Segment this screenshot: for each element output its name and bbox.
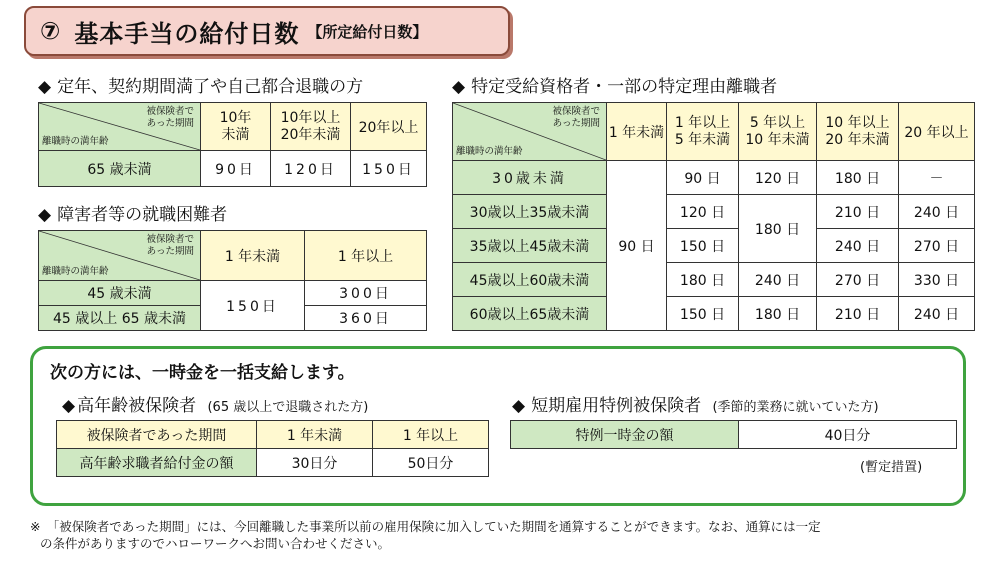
footnote [30, 518, 980, 552]
section2-col-header: 1 年未満 [201, 231, 305, 281]
section1-corner-cell: 被保険者で あった期間 離職時の満年齢 [39, 103, 201, 151]
section2-corner-cell: 被保険者で あった期間 離職時の満年齢 [39, 231, 201, 281]
section3-value: 120 日 [739, 161, 817, 195]
section3-value: 180 日 [817, 161, 899, 195]
section3-row-label: 30歳未満 [453, 161, 607, 195]
section3-value: 120 日 [667, 195, 739, 229]
section3-value: 270 日 [817, 263, 899, 297]
elderly-table [56, 420, 489, 477]
section3-value: 240 日 [739, 263, 817, 297]
section2-over1-value: 360日 [305, 306, 427, 331]
diamond-bullet-icon: ◆ [38, 205, 52, 225]
elderly-heading-note: (65 歳以上で退職された方) [207, 400, 369, 415]
section3-col-header: 10 年以上 20 年未満 [817, 103, 899, 161]
section3-value: 90 日 [667, 161, 739, 195]
section3-under1-value: 90 日 [607, 161, 667, 331]
section3-row-label: 45歳以上60歳未満 [453, 263, 607, 297]
short-term-label: 特例一時金の額 [511, 421, 739, 449]
section1-table [38, 102, 427, 187]
short-term-value: 40日分 [739, 421, 957, 449]
section3-value: － [899, 161, 975, 195]
section2-row-label: 45 歳未満 [39, 281, 201, 306]
section3-col-header: 1 年以上 5 年未満 [667, 103, 739, 161]
section1-value: 120日 [271, 151, 351, 187]
page-title-box [24, 6, 510, 56]
diamond-bullet-icon: ◆ [62, 396, 76, 416]
section3-row-label: 60歳以上65歳未満 [453, 297, 607, 331]
section3-row-label: 35歳以上45歳未満 [453, 229, 607, 263]
section3-value: 270 日 [899, 229, 975, 263]
diamond-bullet-icon: ◆ [512, 396, 526, 416]
section3-col-header: 1 年未満 [607, 103, 667, 161]
elderly-value: 50日分 [373, 449, 489, 477]
section3-value: 180 日 [667, 263, 739, 297]
section2-row-label: 45 歳以上 65 歳未満 [39, 306, 201, 331]
section3-corner-cell: 被保険者で あった期間 離職時の満年齢 [453, 103, 607, 161]
short-term-heading: ◆ 短期雇用特例被保険者 (季節的業務に就いていた方) [512, 396, 879, 416]
elderly-row-label: 高年齢求職者給付金の額 [57, 449, 257, 477]
section2-table [38, 230, 427, 331]
section1-value: 150日 [351, 151, 427, 187]
section2-under1-value: 150日 [201, 281, 305, 331]
elderly-header: 被保険者であった期間 [57, 421, 257, 449]
diamond-bullet-icon: ◆ [452, 77, 466, 97]
section3-col-header: 20 年以上 [899, 103, 975, 161]
section3-table [452, 102, 975, 331]
section3-value: 210 日 [817, 195, 899, 229]
section1-col-header: 20年以上 [351, 103, 427, 151]
section2-over1-value: 300日 [305, 281, 427, 306]
section1-heading: ◆ 定年、契約期間満了や自己都合退職の方 [38, 77, 364, 97]
section3-value: 330 日 [899, 263, 975, 297]
title-number: ⑦ [40, 17, 61, 45]
footnote-mark: ※ [30, 519, 41, 534]
section2-col-header: 1 年以上 [305, 231, 427, 281]
diamond-bullet-icon: ◆ [38, 77, 52, 97]
section3-col-header: 5 年以上 10 年未満 [739, 103, 817, 161]
provisional-note: (暫定措置) [860, 460, 923, 475]
section3-value: 240 日 [899, 297, 975, 331]
elderly-header: 1 年以上 [373, 421, 489, 449]
page-title: 基本手当の給付日数 [74, 19, 300, 48]
section2-heading: ◆ 障害者等の就職困難者 [38, 205, 228, 225]
page-subtitle: 【所定給付日数】 [307, 22, 428, 41]
section3-value: 150 日 [667, 297, 739, 331]
footnote-line1: 「被保険者であった期間」には、今回離職した事業所以前の雇用保険に加入していた期間を通算することができます。なお、通算には一定 [53, 519, 821, 534]
section3-value: 240 日 [899, 195, 975, 229]
section3-row-label: 30歳以上35歳未満 [453, 195, 607, 229]
elderly-value: 30日分 [257, 449, 373, 477]
section1-row-label: 65 歳未満 [39, 151, 201, 187]
lump-sum-title: 次の方には、一時金を一括支給します。 [50, 363, 355, 383]
section3-value: 180 日 [739, 195, 817, 263]
section3-value: 210 日 [817, 297, 899, 331]
section3-heading: ◆ 特定受給資格者・一部の特定理由離職者 [452, 77, 778, 97]
section1-col-header: 10年以上 20年未満 [271, 103, 351, 151]
short-term-table [510, 420, 957, 449]
section3-value: 180 日 [739, 297, 817, 331]
elderly-heading: ◆ 高年齢被保険者 (65 歳以上で退職された方) [62, 396, 369, 416]
section1-col-header: 10年 未満 [201, 103, 271, 151]
section3-value: 240 日 [817, 229, 899, 263]
short-term-heading-note: (季節的業務に就いていた方) [712, 400, 879, 415]
section3-value: 150 日 [667, 229, 739, 263]
section1-value: 90日 [201, 151, 271, 187]
footnote-line2: の条件がありますのでハローワークへお問い合わせください。 [40, 536, 391, 551]
elderly-header: 1 年未満 [257, 421, 373, 449]
